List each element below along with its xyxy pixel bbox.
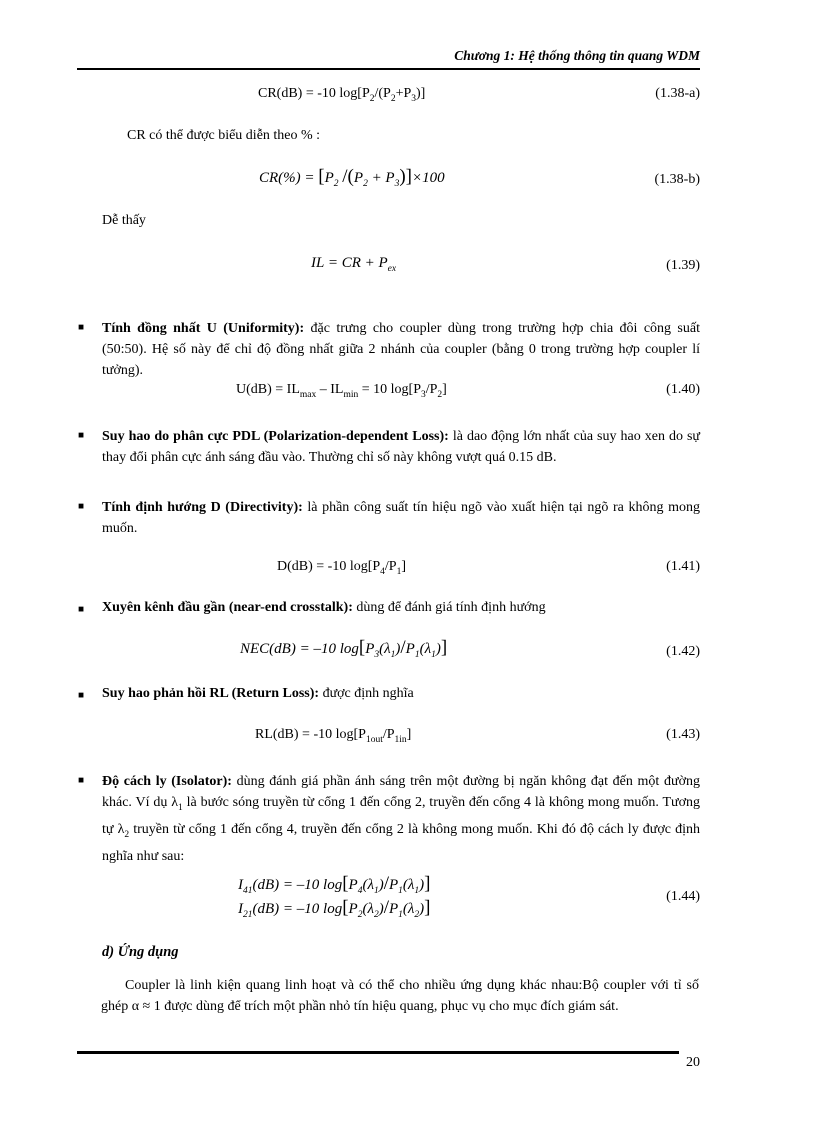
isolator-paragraph: Độ cách ly (Isolator): dùng đánh giá phần ánh sáng trên một đường bị ngăn không đạt đến một đường khác. Ví dụ $\lambda_1$ là bước sóng truyền từ cổng 1 đến cổng 2, truyền đến cổng 4 là không mong muốn. Tương tự $\lambda_2$ truyền từ cổng 1 đến cổng 4, truyền đến cổng 2 là không mong muốn. Khi đó độ cách ly được định nghĩa như sau: [102, 774, 700, 864]
equation-1-38b: $CR(\%) = [P_2$ $/(P_2 + P_3)]\times 100$ [259, 166, 445, 189]
pdl-text: là dao động lớn nhất của suy hao xen do sự thay đổi phân cực ánh sáng đầu vào. Thường chỉ số này không vượt quá 0.15 dB. [102, 429, 700, 465]
equation-number: (1.39) [666, 258, 700, 273]
bullet-icon: ■ [78, 604, 85, 615]
equation-number: (1.44) [666, 889, 700, 904]
equation-number: (1.42) [666, 644, 700, 659]
equation-1-39: IL = CR + $P_{ex}$ [311, 255, 397, 274]
de-thay-text: Dễ thấy [102, 213, 146, 228]
uniformity-term: Tính đồng nhất U (Uniformity): [102, 321, 305, 336]
equation-1-38a: CR(dB) = -10 $\log[P_2/(P_2+P_3)]$ [258, 86, 426, 104]
equation-1-44-line2: $I_{21}(dB) = -10$ $\log[P_2(\lambda_2)/P_1(\lambda_2)]$ [238, 897, 431, 920]
uniformity-paragraph [102, 318, 700, 381]
page-number: 20 [686, 1055, 700, 1070]
equation-number: (1.41) [666, 559, 700, 574]
bullet-icon: ■ [78, 322, 85, 333]
isolator-text-c: truyền từ cổng 1 đến cổng 4, truyền đến cổng 2 là không mong muốn. Khi đó độ cách ly được định nghĩa như sau: [102, 821, 700, 864]
isolator-text-a: dùng đánh giá phần ánh sáng trên một đường bị ngăn không đạt đến một đường khác. Ví dụ λ [102, 774, 700, 810]
running-header: Chương 1: Hệ thống thông tin quang WDM [454, 48, 700, 63]
directivity-term: Tính định hướng D (Directivity): [102, 500, 303, 515]
equation-number: (1.40) [666, 382, 700, 397]
rl-text: được định nghĩa [319, 686, 414, 701]
nec-paragraph [102, 600, 546, 616]
equation-number: (1.38-b) [654, 172, 700, 187]
pdl-paragraph [102, 426, 700, 468]
cr-percent-intro: CR có thể được biểu diễn theo % : [127, 128, 321, 143]
equation-number: (1.43) [666, 727, 700, 742]
header-rule [77, 68, 700, 70]
equation-1-41: D(dB) = -10 $\log[P_4/P_1]$ [277, 559, 407, 577]
directivity-paragraph [102, 497, 700, 539]
footer-rule [77, 1051, 679, 1054]
application-paragraph: Coupler là linh kiện quang linh hoạt và có thể cho nhiều ứng dụng khác nhau:Bộ coupler với tỉ số ghép α ≈ 1 được dùng để trích một phần nhỏ tín hiệu quang, phục vụ cho mục đích giám sát. [101, 978, 699, 1014]
isolator-text-b: là bước sóng truyền từ cổng 1 đến cổng 2, truyền đến cổng 4 là không mong muốn. Tương tự λ [102, 795, 700, 837]
bullet-icon: ■ [78, 430, 85, 441]
rl-term: Suy hao phản hồi RL (Return Loss): [102, 686, 320, 701]
pdl-term: Suy hao do phân cực PDL (Polarization-dependent Loss): [102, 429, 449, 444]
equation-1-42: NEC(dB) = –10 $\log[P_3(\lambda_1)/P_1(\lambda_1)]$ [240, 637, 448, 660]
equation-1-43: RL(dB) = -10 $\log[P_{1out}/P_{1in}]$ [255, 727, 412, 745]
nec-term: Xuyên kênh đầu gần (near-end crosstalk): [102, 600, 353, 615]
rl-paragraph [102, 686, 414, 702]
directivity-text: là phần công suất tín hiệu ngõ vào xuất hiện tại ngõ ra không mong muốn. [102, 500, 700, 536]
bullet-icon: ■ [78, 501, 85, 512]
isolator-term: Độ cách ly (Isolator): [102, 774, 232, 789]
equation-number: (1.38-a) [655, 86, 700, 101]
nec-text: dùng để đánh giá tính định hướng [352, 600, 546, 615]
section-heading: d) Ứng dụng [102, 944, 179, 960]
uniformity-text: đặc trưng cho coupler dùng trong trường hợp chia đôi công suất (50:50). Hệ số này để chỉ độ đồng nhất giữa 2 nhánh của coupler (bằng 0 trong trường hợp coupler lí tưởng). [102, 321, 700, 378]
equation-1-40: $U(dB) = IL_{max} - IL_{min} = 10$ $\log[P_3/P_2]$ [236, 382, 447, 400]
bullet-icon: ■ [78, 775, 85, 786]
equation-1-44-line1: $I_{41}(dB) = -10$ $\log[P_4(\lambda_1)/P_1(\lambda_1)]$ [238, 873, 431, 896]
bullet-icon: ■ [78, 690, 85, 701]
